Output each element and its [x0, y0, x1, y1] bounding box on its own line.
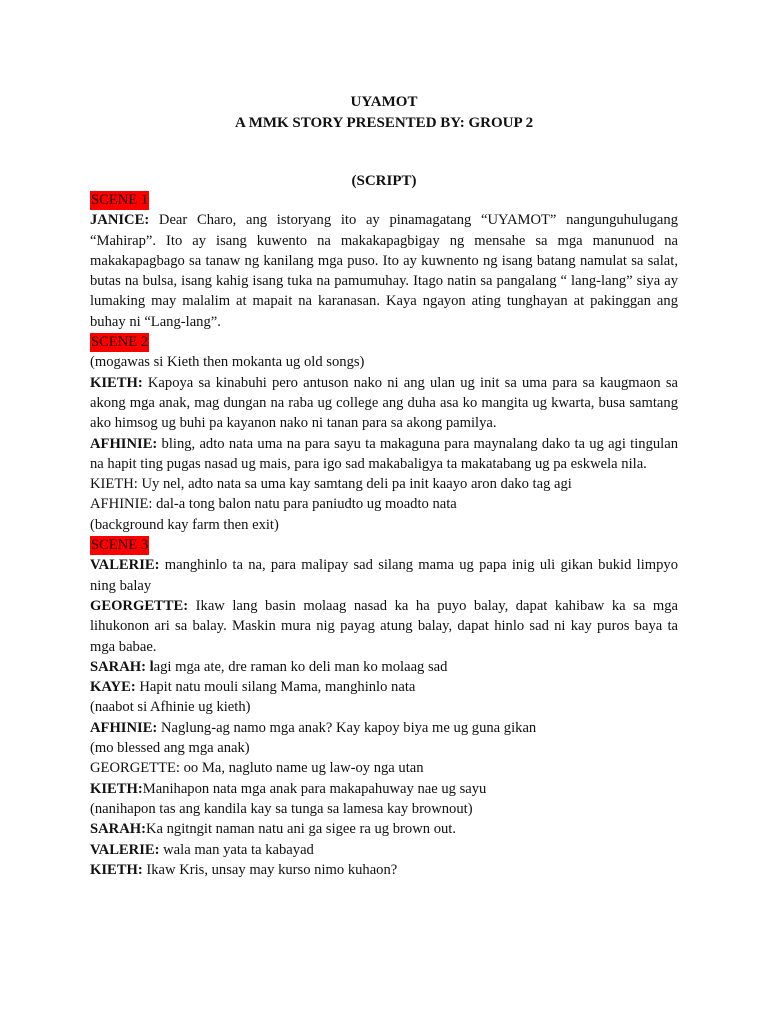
dialogue-line [90, 555, 678, 596]
dialogue-line [90, 718, 678, 738]
dialogue-line [90, 373, 678, 434]
stage-direction: GEORGETTE: oo Ma, nagluto name ug law-oy nga utan [90, 760, 424, 777]
dialogue-text: Hapit natu mouli silang Mama, manghinlo nata [135, 679, 416, 696]
speaker-name: KIETH: [90, 374, 143, 391]
speaker-name: GEORGETTE: [90, 597, 189, 614]
dialogue-line [90, 434, 678, 475]
scene-label: SCENE 2 [91, 334, 149, 351]
dialogue-line [90, 779, 678, 799]
scene-label: SCENE 3 [91, 537, 149, 554]
stage-direction: AFHINIE: dal-a tong balon natu para paniudto ug moadto nata [90, 496, 457, 513]
dialogue-text: wala man yata ta kabayad [159, 841, 314, 858]
stage-direction: KIETH: Uy nel, adto nata sa uma kay samtang deli pa init kaayo aron dako tag agi [90, 476, 572, 493]
speaker-name: AFHINIE: [90, 435, 158, 452]
speaker-name: AFHINIE: [90, 719, 158, 736]
speaker-name: JANICE: [90, 212, 150, 229]
dialogue-text: Dear Charo, ang istoryang ito ay pinamagatang “UYAMOT” nangunguhulugang “Mahirap”. Ito ay isang kuwento na makakapagbigay ng mensahe sa mga manunuod na makakapagbago sa tanaw ng kanilang mga puso. Ito ay kuwnento ng isang batang namulat sa salat, butas na bulsa, isang kahig isang tuka na pamumuhay. Itago natin sa pangalang “ lang-lang” siya ay lumaking may malalim at mapait na karanasan. Kaya ngayon ating tunghayan at pakinggan ang buhay ni “Lang-lang”. [90, 212, 678, 330]
script-label: (SCRIPT) [351, 173, 417, 189]
dialogue-text: bling, adto nata uma na para sayu ta makaguna para maynalang dako ta ug agi tingulan na hapit ting pugas nasad ug mais, para igo sad makabaligya ta makatabang ug pa eskwela nila. [90, 435, 678, 472]
stage-direction: (mo blessed ang mga anak) [90, 740, 250, 757]
speaker-name: KIETH: [90, 861, 143, 878]
speaker-name: KIETH: [90, 780, 143, 797]
speaker-name: KAYE: [90, 679, 136, 696]
dialogue-text: Ikaw lang basin molaag nasad ka ha puyo balay, dapat kahibaw ka sa mga lihukonon ari sa balay. Maskin mura nig payag atung balay, dapat hinlo sad ni kay puros baya ta mga babae. [90, 597, 678, 655]
dialogue-text: manghinlo ta na, para malipay sad silang mama ug papa inig uli gikan bukid limpyo ning balay [90, 557, 678, 594]
speaker-name: VALERIE: [90, 841, 160, 858]
dialogue-text: Naglung-ag namo mga anak? Kay kapoy biya me ug guna gikan [157, 719, 537, 736]
script-subtitle: A MMK STORY PRESENTED BY: GROUP 2 [234, 115, 534, 131]
dialogue-text: Ikaw Kris, unsay may kurso nimo kuhaon? [142, 861, 398, 878]
stage-direction: (mogawas si Kieth then mokanta ug old songs) [90, 354, 365, 371]
stage-direction: (naabot si Afhinie ug kieth) [90, 699, 251, 716]
dialogue-text: agi mga ate, dre raman ko deli man ko molaag sad [153, 658, 448, 675]
dialogue-line [90, 819, 678, 839]
speaker-name: VALERIE: [90, 557, 160, 574]
dialogue-text: Manihapon nata mga anak para makapahuway nae ug sayu [142, 780, 487, 797]
script-body [90, 190, 678, 880]
dialogue-line [90, 210, 678, 332]
dialogue-line [90, 840, 678, 860]
stage-direction: (background kay farm then exit) [90, 516, 279, 533]
dialogue-text: Ka ngitngit naman natu ani ga sigee ra ug brown out. [145, 821, 456, 838]
stage-direction: (nanihapon tas ang kandila kay sa tunga sa lamesa kay brownout) [90, 800, 473, 817]
script-title: UYAMOT [350, 94, 418, 110]
scene-heading [90, 535, 678, 555]
scene-label: SCENE 1 [91, 192, 149, 208]
dialogue-text: Kapoya sa kinabuhi pero antuson nako ni ang ulan ug init sa uma para sa kaugmaon sa akong mga anak, mag dungan na raba ug college ang duha asa ko mangita ug kwarta, busa samtang ako himsog ug buhi pa kayanon nako ni tanan para sa akong pamilya. [90, 374, 678, 432]
scene-heading [90, 190, 678, 210]
dialogue-line [90, 677, 678, 697]
dialogue-line [90, 657, 678, 677]
dialogue-line [90, 860, 678, 880]
speaker-name: SARAH: l [90, 658, 154, 675]
dialogue-line [90, 596, 678, 657]
scene-heading [90, 332, 678, 352]
speaker-name: SARAH: [90, 821, 146, 838]
